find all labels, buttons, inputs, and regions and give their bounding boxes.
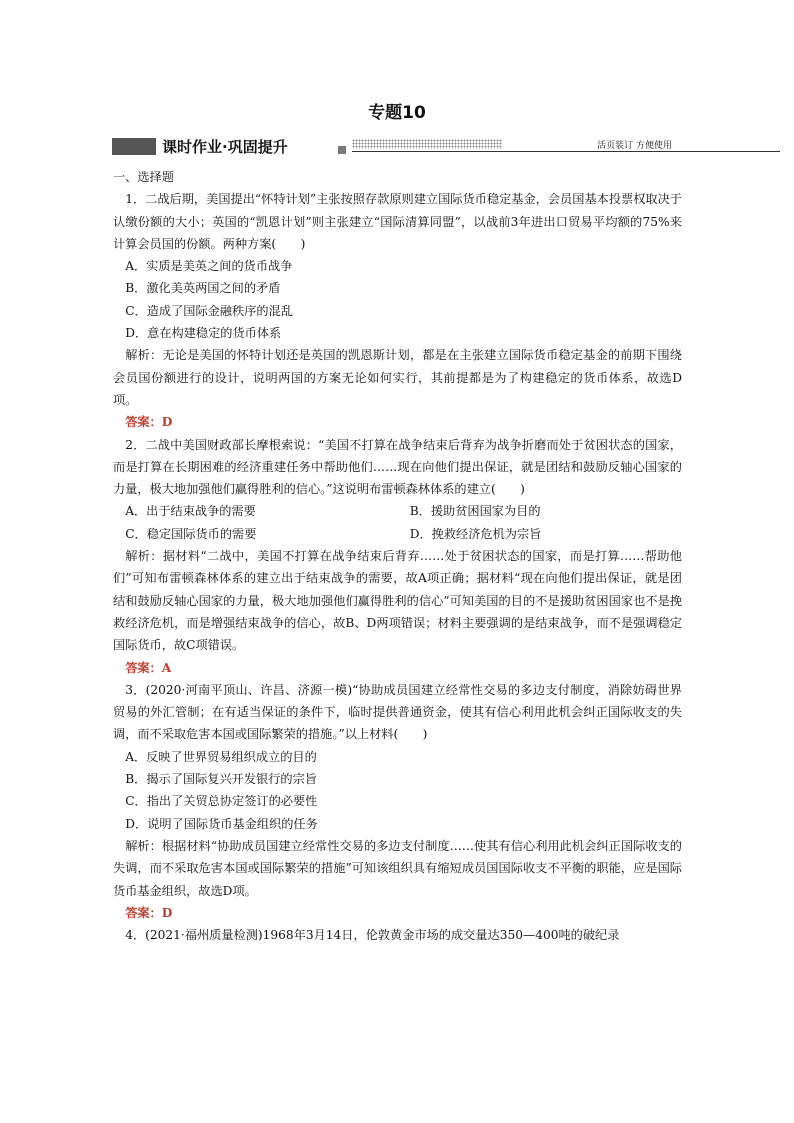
answer: 答案：D xyxy=(125,415,173,430)
analysis: 解析：根据材料“协助成员国建立经常性交易的多边支付制度……使其有信心利用此机会纠正国际收支的失调，而不采取危害本国或国际繁荣的措施”可知该组织具有缩短成员国国际收支不平衡的职能，应是国际货币基金组织，故选D项。 xyxy=(113,838,682,898)
option-row xyxy=(113,523,682,545)
banner-dots xyxy=(352,139,502,149)
option: B．援助贫困国家为目的 xyxy=(409,504,541,519)
option-row xyxy=(113,500,682,522)
banner-note: 活页装订 方便使用 xyxy=(597,141,672,151)
question-stem: 4．(2021·福州质量检测)1968年3月14日，伦敦黄金市场的成交量达350—400吨的破纪录 xyxy=(125,928,620,943)
question-stem: 1．二战后期，美国提出“怀特计划”主张按照存款原则建立国际货币稳定基金，会员国基本投票权取决于认缴份额的大小；英国的“凯恩计划”则主张建立“国际清算同盟”，以战前3年进出口贸易平均额的75%来计算会员国的份额。两种方案( ) xyxy=(113,192,682,251)
option: C．指出了关贸总协定签订的必要性 xyxy=(125,794,318,809)
option: D．说明了国际货币基金组织的任务 xyxy=(125,816,318,831)
section-banner xyxy=(112,135,682,159)
section-heading: 一、选择题 xyxy=(113,170,174,184)
answer: 答案：D xyxy=(125,905,173,920)
option: A．实质是美英之间的货币战争 xyxy=(125,259,293,274)
content xyxy=(113,166,682,946)
analysis: 解析：无论是美国的怀特计划还是英国的凯恩斯计划，都是在主张建立国际货币稳定基金的前期下围绕会员国份额进行的设计，说明两国的方案无论如何实行，其前提都是为了构建稳定的货币体系，故选D项。 xyxy=(113,348,682,407)
option: A．出于结束战争的需要 xyxy=(125,504,256,519)
analysis: 解析：据材料“二战中，美国不打算在战争结束后背弃……处于贫困状态的国家，而是打算……帮助他们”可知布雷顿森林体系的建立出于结束战争的需要，故A项正确；据材料“现在向他们提出保证，就是团结和鼓励反轴心国家的力量，极大地加强他们赢得胜利的信心”可知美国的目的不是援助贫困国家也不是挽救经济危机，而是增强结束战争的信心，故B、D两项错误；材料主要强调的是结束战争，而不是强调稳定国际货币，故C项错误。 xyxy=(113,549,682,653)
option: D．挽救经济危机为宗旨 xyxy=(409,526,542,541)
option: C．稳定国际货币的需要 xyxy=(125,526,257,541)
banner-rule xyxy=(352,151,780,152)
banner-square-icon xyxy=(338,146,346,154)
banner-label: 课时作业·巩固提升 xyxy=(162,138,288,156)
option: A．反映了世界贸易组织成立的目的 xyxy=(125,749,317,764)
option: B．激化美英两国之间的矛盾 xyxy=(125,281,281,296)
question-stem: 3．(2020·河南平顶山、许昌、济源一模)“协助成员国建立经常性交易的多边支付制度，消除妨碍世界贸易的外汇管制；在有适当保证的条件下，临时提供普通资金，使其有信心利用此机会纠正国际收支的失调，而不采取危害本国或国际繁荣的措施。”以上材料( ) xyxy=(113,682,682,742)
option: C．造成了国际金融秩序的混乱 xyxy=(125,303,293,318)
option: D．意在构建稳定的货币体系 xyxy=(125,326,282,341)
answer: 答案：A xyxy=(125,660,172,675)
banner-block xyxy=(112,138,156,155)
page-title: 专题10 xyxy=(368,103,426,123)
question-stem: 2．二战中美国财政部长摩根索说：“美国不打算在战争结束后背弃为战争折磨而处于贫困状态的国家，而是打算在长期困难的经济重建任务中帮助他们……现在向他们提出保证，就是团结和鼓励反轴心国家的力量，极大地加强他们赢得胜利的信心。”这说明布雷顿森林体系的建立( ) xyxy=(113,437,682,497)
option: B．揭示了国际复兴开发银行的宗旨 xyxy=(125,772,317,787)
